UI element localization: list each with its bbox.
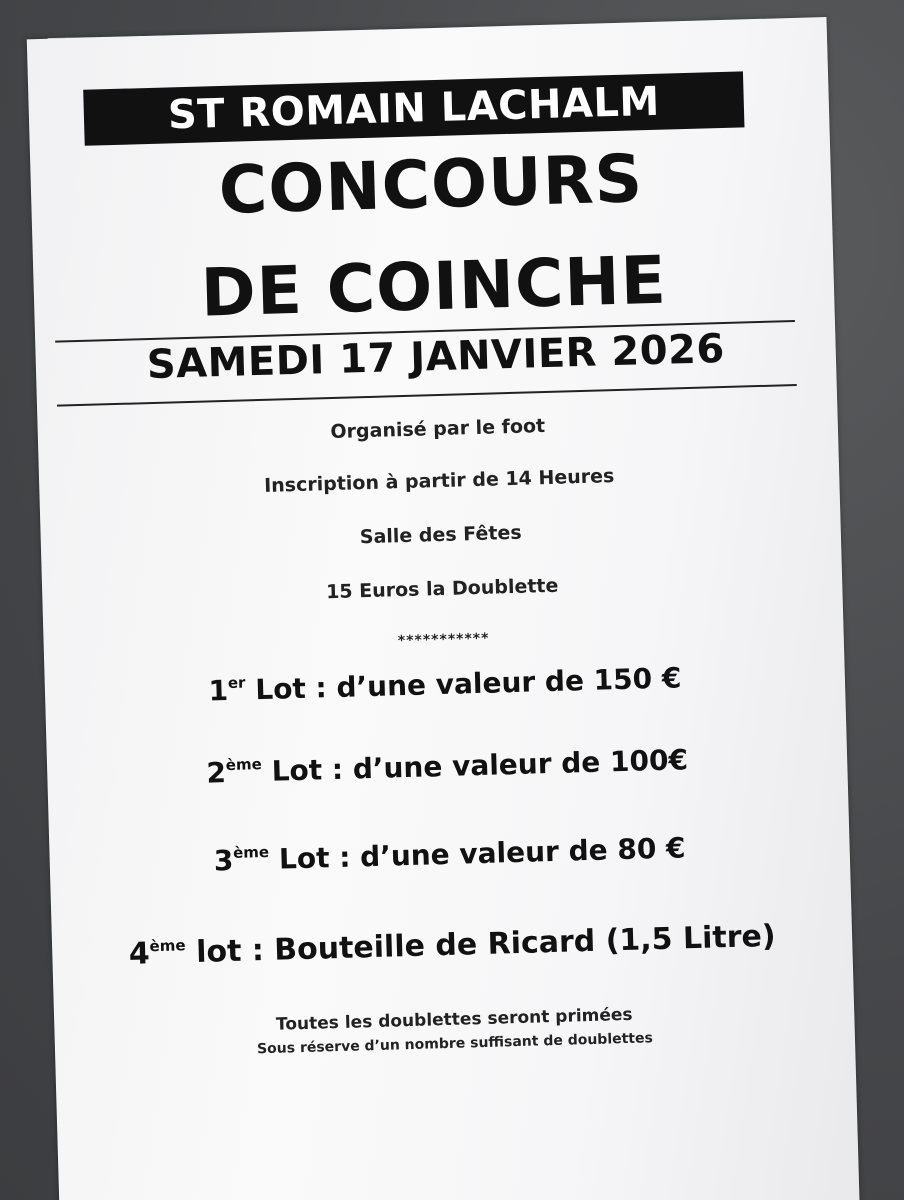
prize-suffix: er (227, 673, 246, 692)
prize-suffix: ème (225, 755, 262, 775)
title-line-1: CONCOURS (217, 140, 645, 230)
prize-text: Lot : d’une valeur de 100€ (271, 743, 689, 788)
poster-sheet (27, 17, 860, 1200)
venue-text: Salle des Fêtes (359, 521, 522, 549)
prize-number: 1 (208, 673, 229, 708)
registration-text: Inscription à partir de 14 Heures (263, 465, 615, 497)
prize-line-2 (47, 739, 848, 794)
prize-suffix: ème (149, 936, 186, 956)
prize-text: Lot : d’une valeur de 80 € (278, 831, 686, 876)
prize-suffix: ème (232, 842, 270, 862)
prize-text: lot : Bouteille de Ricard (1,5 Litre) (195, 918, 777, 970)
poster-content (27, 17, 860, 1200)
village-banner: ST ROMAIN LACHALM (83, 71, 744, 145)
title-line-2: DE COINCHE (199, 241, 668, 332)
prize-number: 3 (213, 843, 234, 878)
star-separator: *********** (397, 630, 490, 650)
prize-number: 4 (128, 936, 151, 972)
prize-text: Lot : d’une valeur de 150 € (254, 661, 682, 707)
organizer-text: Organisé par le foot (330, 415, 546, 444)
prize-number: 2 (206, 756, 227, 790)
price-text: 15 Euros la Doublette (325, 574, 559, 604)
prize-line-3 (49, 827, 850, 882)
prize-line-4 (52, 917, 853, 974)
event-date: SAMEDI 17 JANVIER 2026 (146, 325, 726, 389)
prize-line-1 (45, 657, 846, 712)
footer-line-2: Sous réserve d’un nombre suffisant de doublettes (256, 1030, 654, 1058)
footer-line-1: Toutes les doublettes seront primées (275, 1004, 633, 1035)
